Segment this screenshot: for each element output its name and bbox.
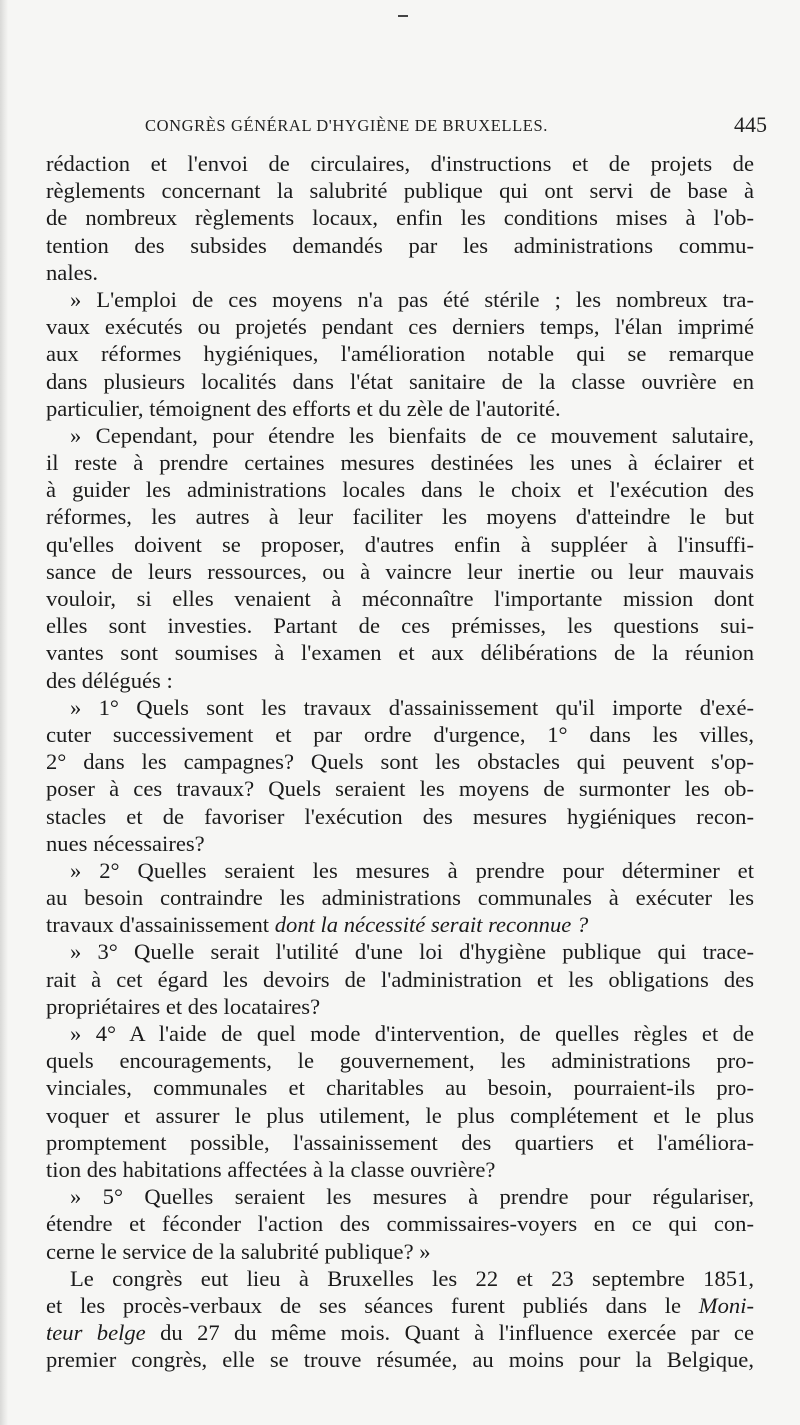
text-line: dans plusieurs localités dans l'état sanitaire de la classe ouvrière en	[46, 368, 754, 394]
italic-phrase: dont la nécessité serait reconnue ?	[274, 912, 589, 938]
text-line: » 1° Quels sont les travaux d'assainissement qu'il importe d'exé-	[70, 694, 754, 720]
text-line: règlements concernant la salubrité publique qui ont servi de base à	[46, 178, 754, 204]
line-text: du 27 du même mois. Quant à l'influence exercée par ce	[160, 1320, 754, 1346]
text-line: stacles et de favoriser l'exécution des mesures hygiéniques recon-	[46, 803, 754, 829]
text-line: cerne le service de la salubrité publique? »	[46, 1238, 431, 1264]
italic-phrase: teur belge	[46, 1320, 146, 1346]
text-line: aux réformes hygiéniques, l'amélioration notable qui se remarque	[46, 341, 754, 367]
page-number: 445	[734, 112, 767, 137]
text-line: à guider les administrations locales dans le choix et l'exécution des	[46, 477, 754, 503]
text-line: elles sont investies. Partant de ces prémisses, les questions sui-	[46, 613, 754, 639]
text-line: voquer et assurer le plus utilement, le plus complétement et le plus	[46, 1102, 754, 1128]
text-line: nues nécessaires?	[46, 830, 205, 856]
text-line: propriétaires et des locataires?	[46, 993, 321, 1019]
page-edge-shadow	[0, 0, 8, 1425]
text-line: cuter successivement et par ordre d'urgence, 1° dans les villes,	[46, 721, 754, 747]
text-line: vinciales, communales et charitables au besoin, pourraient-ils pro-	[46, 1075, 754, 1101]
running-title: CONGRÈS GÉNÉRAL D'HYGIÈNE DE BRUXELLES.	[145, 116, 548, 135]
text-line: 2° dans les campagnes? Quels sont les obstacles qui peuvent s'op-	[46, 749, 754, 775]
text-line: qu'elles doivent se proposer, d'autres enfin à suppléer à l'insuffi-	[46, 531, 754, 557]
text-line: Le congrès eut lieu à Bruxelles les 22 et 23 septembre 1851,	[70, 1265, 754, 1291]
text-line: tention des subsides demandés par les administrations commu-	[46, 232, 754, 258]
text-line: il reste à prendre certaines mesures destinées les unes à éclairer et	[46, 450, 754, 476]
text-line: poser à ces travaux? Quels seraient les moyens de surmonter les ob-	[46, 776, 754, 802]
text-line: nales.	[46, 259, 99, 285]
text-line: » 5° Quelles seraient les mesures à prendre pour régulariser,	[70, 1184, 754, 1210]
text-line: » L'emploi de ces moyens n'a pas été stérile ; les nombreux tra-	[70, 286, 754, 312]
text-line: sance de leurs ressources, ou à vaincre leur inertie ou leur mauvais	[46, 558, 754, 584]
text-line: de nombreux règlements locaux, enfin les conditions mises à l'ob-	[46, 205, 754, 231]
text-line: rédaction et l'envoi de circulaires, d'instructions et de projets de	[46, 151, 754, 176]
text-line: étendre et féconder l'action des commissaires-voyers en ce qui con-	[46, 1211, 754, 1237]
page-header	[145, 112, 775, 142]
text-line: vantes sont soumises à l'examen et aux délibérations de la réunion	[46, 640, 754, 666]
top-dash-mark	[398, 15, 408, 17]
line-text: et les procès-verbaux de ses séances furent publiés dans le	[46, 1292, 682, 1318]
text-line: » 4° A l'aide de quel mode d'intervention, de quelles règles et de	[70, 1021, 754, 1046]
body-text	[46, 150, 754, 1373]
text-line: » Cependant, pour étendre les bienfaits de ce mouvement salutaire,	[70, 422, 754, 448]
text-line: » 2° Quelles seraient les mesures à prendre pour déterminer et	[70, 857, 754, 883]
text-line: au besoin contraindre les administrations communales à exécuter les	[46, 885, 754, 911]
text-line: réformes, les autres à leur faciliter les moyens d'atteindre le but	[46, 504, 754, 530]
text-line: des délégués :	[46, 667, 173, 693]
text-line: » 3° Quelle serait l'utilité d'une loi d'hygiène publique qui trace-	[70, 939, 754, 965]
text-line: tion des habitations affectées à la classe ouvrière?	[46, 1156, 496, 1182]
italic-phrase: Moni-	[698, 1292, 754, 1318]
text-line-with-italic	[46, 1292, 754, 1319]
text-line: premier congrès, elle se trouve résumée, au moins pour la Belgique,	[46, 1347, 754, 1373]
text-line-with-italic	[46, 1319, 754, 1346]
line-text: travaux d'assainissement	[46, 912, 270, 938]
text-line: quels encouragements, le gouvernement, les administrations pro-	[46, 1048, 754, 1074]
text-line: particulier, témoignent des efforts et du zèle de l'autorité.	[46, 395, 561, 421]
text-line: rait à cet égard les devoirs de l'administration et les obligations des	[46, 966, 754, 992]
text-line-with-italic	[46, 911, 754, 938]
text-line: vaux exécutés ou projetés pendant ces derniers temps, l'élan imprimé	[46, 314, 754, 340]
text-line: promptement possible, l'assainissement des quartiers et l'améliora-	[46, 1129, 754, 1155]
text-line: vouloir, si elles venaient à méconnaître l'importante mission dont	[46, 586, 754, 611]
